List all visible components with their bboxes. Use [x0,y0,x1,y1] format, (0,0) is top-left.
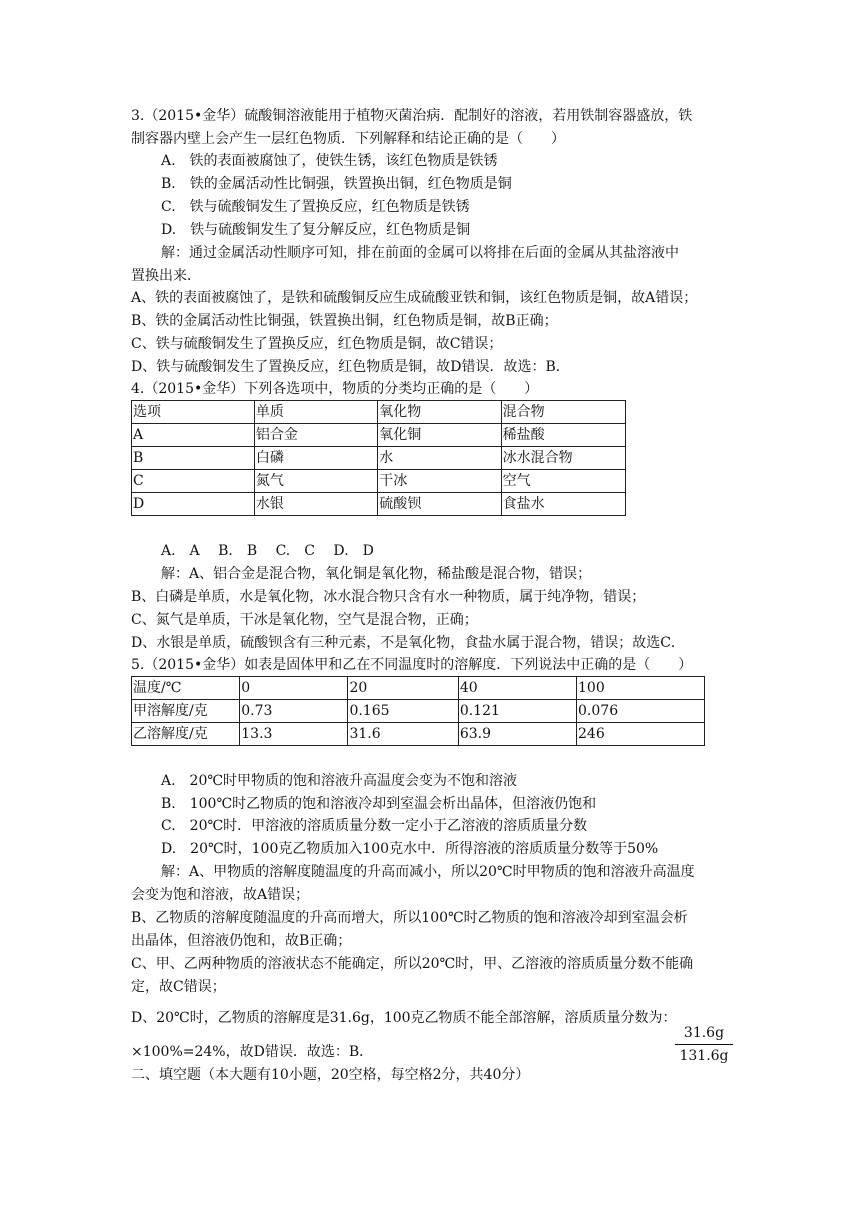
table-cell: 0.076 [577,700,705,723]
table-cell: 246 [577,723,705,746]
q3-solution-line-2: 置换出来． [131,268,201,284]
q4-solution-a: 解：A、铝合金是混合物，氧化铜是氧化物，稀盐酸是混合物，错误； [161,566,592,582]
table-row [132,424,626,447]
table-cell: 63.9 [458,723,576,746]
fraction-denominator: 131.6g [679,1048,729,1064]
fraction [673,1024,735,1065]
table-cell: 0.121 [458,700,576,723]
table-cell: B [132,447,255,470]
q5-solution-line-6: 定，故C错误； [131,979,226,995]
q4-solution-b: B、白磷是单质，水是氧化物，冰水混合物只含有水一种物质，属于纯净物，错误； [131,589,646,605]
table-cell: 0.73 [240,700,348,723]
q3-stem-line-1: 3.（2015•金华）硫酸铜溶液能用于植物灭菌治病．配制好的溶液，若用铁制容器盛放，铁 [131,108,693,124]
q5-solution-line-2: 会变为饱和溶液，故A错误； [131,887,310,903]
table-cell: C [132,470,255,493]
table-cell: 铝合金 [254,424,377,447]
q5-solution-line-7: D、20℃时，乙物质的溶解度是31.6g，100克乙物质不能全部溶解，溶质质量分数为： [131,1010,677,1026]
q5-solution-line-3: B、乙物质的溶解度随温度的升高而增大，所以100℃时乙物质的饱和溶液冷却到室温会析 [131,910,688,926]
table-header-cell: 温度/℃ [132,677,240,700]
table-cell: A [132,424,255,447]
table-header-cell: 选项 [132,401,255,424]
table-cell: 稀盐酸 [501,424,625,447]
q3-option-d: D. 铁与硫酸铜发生了复分解反应，红色物质是铜 [161,222,471,238]
q3-option-c: C. 铁与硫酸铜发生了置换反应，红色物质是铁锈 [161,199,470,215]
table-cell: 水银 [254,493,377,516]
q5-solution-line-1: 解：A、甲物质的溶解度随温度的升高而减小，所以20℃时甲物质的饱和溶液升高温度 [161,864,695,880]
table-cell: 冰水混合物 [501,447,625,470]
table-row [132,447,626,470]
table-header-cell: 40 [458,677,576,700]
table-cell: 甲溶解度/克 [132,700,240,723]
table-cell: 硫酸钡 [378,493,501,516]
q5-stem: 5.（2015•金华）如表是固体甲和乙在不同温度时的溶解度．下列说法中正确的是（ ） [131,657,693,673]
table-header-cell: 100 [577,677,705,700]
table-header-cell: 0 [240,677,348,700]
q3-option-a: A. 铁的表面被腐蚀了，使铁生锈，该红色物质是铁锈 [161,153,498,169]
table-cell: 氧化铜 [378,424,501,447]
q3-solution-a: A、铁的表面被腐蚀了，是铁和硫酸铜反应生成硫酸亚铁和铜，该红色物质是铜，故A错误； [131,290,698,306]
q3-solution-b: B、铁的金属活动性比铜强，铁置换出铜，红色物质是铜，故B正确； [131,313,558,329]
table-cell: 水 [378,447,501,470]
table-cell: 白磷 [254,447,377,470]
table-header-cell: 混合物 [501,401,625,424]
q3-solution-line-1: 解：通过金属活动性顺序可知，排在前面的金属可以将排在后面的金属从其盐溶液中 [161,245,679,261]
table-row [132,723,705,746]
table-row [132,470,626,493]
table-header-cell: 20 [348,677,458,700]
table-cell: 空气 [501,470,625,493]
fraction-numerator: 31.6g [683,1025,725,1041]
q3-solution-d: D、铁与硫酸铜发生了置换反应，红色物质是铜，故D错误．故选：B． [131,359,570,375]
table-cell: 氮气 [254,470,377,493]
q3-stem-line-2: 制容器内壁上会产生一层红色物质．下列解释和结论正确的是（ ） [131,131,565,147]
table-cell: 乙溶解度/克 [132,723,240,746]
q5-solution-line-8: ×100%=24%，故D错误．故选：B． [131,1044,374,1060]
table-cell: 31.6 [348,723,458,746]
q4-classification-table [131,400,626,516]
table-cell: 13.3 [240,723,348,746]
q4-solution-d: D、水银是单质，硫酸钡含有三种元素，不是氧化物，食盐水属于混合物，错误；故选C． [131,635,685,651]
q5-solubility-table [131,676,705,746]
section-2-heading: 二、填空题（本大题有10小题，20空格，每空格2分，共40分） [131,1067,530,1083]
table-header-row [132,401,626,424]
table-header-cell: 氧化物 [378,401,501,424]
table-header-row [132,677,705,700]
q3-option-b: B. 铁的金属活动性比铜强，铁置换出铜，红色物质是铜 [161,176,512,192]
table-header-cell: 单质 [254,401,377,424]
q5-option-c: C. 20℃时．甲溶液的溶质质量分数一定小于乙溶液的溶质质量分数 [161,818,588,834]
q5-option-d: D. 20℃时，100克乙物质加入100克水中．所得溶液的溶质质量分数等于50% [161,841,659,857]
table-cell: D [132,493,255,516]
table-cell: 0.165 [348,700,458,723]
q4-choices: A. A B. B C. C D. D [161,543,374,559]
table-row [132,493,626,516]
table-cell: 干冰 [378,470,501,493]
q5-option-a: A. 20℃时甲物质的饱和溶液升高温度会变为不饱和溶液 [161,773,518,789]
q4-stem: 4.（2015•金华）下列各选项中，物质的分类均正确的是（ ） [131,381,539,397]
q3-solution-c: C、铁与硫酸铜发生了置换反应，红色物质是铜，故C错误； [131,336,503,352]
table-cell: 食盐水 [501,493,625,516]
q5-option-b: B. 100℃时乙物质的饱和溶液冷却到室温会析出晶体，但溶液仍饱和 [161,796,597,812]
table-row [132,700,705,723]
q5-solution-line-4: 出晶体，但溶液仍饱和，故B正确； [131,933,352,949]
q5-solution-line-5: C、甲、乙两种物质的溶液状态不能确定，所以20℃时，甲、乙溶液的溶质质量分数不能确 [131,956,694,972]
q4-solution-c: C、氮气是单质，干冰是氧化物，空气是混合物，正确； [131,612,478,628]
